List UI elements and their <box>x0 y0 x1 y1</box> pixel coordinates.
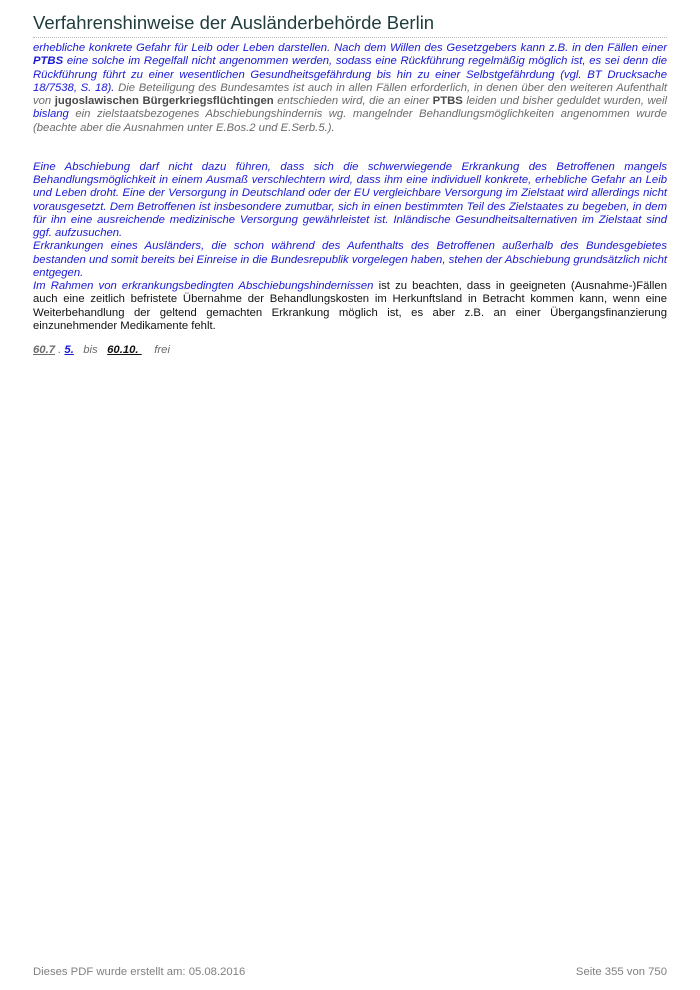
page-header-title: Verfahrenshinweise der Ausländerbehörde Berlin <box>33 12 435 33</box>
ref-status: frei <box>154 344 170 356</box>
term-ptbs: PTBS <box>432 95 463 107</box>
footer-page-number: Seite 355 von 750 <box>575 966 667 978</box>
text-span: eine solche im Regelfall nicht angenommen werden, sodass eine Rückführung regelmäßig möglich ist, es sei denn die Rückführung führt zu einer wesentlichen Gesundheitsgefährdung bis hin zu einer Selbstgefährdung (vgl. BT Drucksache 18/7538, S. 18). <box>33 55 667 94</box>
text-span: Im Rahmen von erkrankungsbedingten Abschiebungshindernissen <box>33 280 374 292</box>
text-span: leiden und bisher geduldet wurden, weil <box>462 95 667 107</box>
paragraph-gap <box>33 135 667 161</box>
inline-link-bislang[interactable]: bislang <box>33 108 69 121</box>
footer-created-date: Dieses PDF wurde erstellt am: 05.08.2016 <box>33 966 246 978</box>
paragraph-4 <box>33 280 667 333</box>
text-span: erhebliche konkrete Gefahr für Leib oder Leben darstellen. Nach dem Willen des Gesetzgebers kann z.B. in den Fällen einer <box>33 42 667 54</box>
term-buergerkriegsfluechtlinge: jugoslawischen Bürgerkriegsflüchtingen <box>54 95 274 107</box>
term-ptbs: PTBS <box>33 55 64 68</box>
ref-link-60-7[interactable]: 60.7 <box>33 344 55 356</box>
header-divider <box>33 37 667 38</box>
text-span: ein zielstaatsbezogenes Abschiebungshindernis wg. mangelnder Behandlungsmöglichkeiten angenommen wurde (beachte aber die Ausnahmen unter E.Bos.2 und E.Serb.5.). <box>33 108 667 134</box>
paragraph-1 <box>33 42 667 135</box>
ref-bis-label: bis <box>83 344 98 356</box>
paragraph-2: Eine Abschiebung darf nicht dazu führen, dass sich die schwerwiegende Erkrankung des Betroffenen mangels Behandlungsmöglichkeit in einem Ausmaß verschlechtern wird, dass ihm eine individuell konkrete, erhebliche Gefahr an Leib und Leben droht. Eine der Versorgung in Deutschland oder der EU vergleichbare Versorgung im Zielstaat wird allerdings nicht vorausgesetzt. Dem Betroffenen ist insbesondere zumutbar, sich in einen bestimmten Teil des Zielstaates zu begeben, in dem für ihn eine ausreichende medizinische Versorgung gewährleistet ist. Inländische Gesundheitsalternativen im Zielstaat sind ggf. aufzusuchen. <box>33 160 667 239</box>
document-body <box>33 42 667 333</box>
ref-separator: . <box>55 344 65 356</box>
text-span: Die Beteiligung des Bundesamtes ist auch in allen Fällen erforderlich, in denen über den weiteren Aufenthalt von <box>33 81 667 107</box>
text-span: entschieden wird, die an einer <box>273 95 433 107</box>
ref-link-5[interactable]: 5. <box>64 344 74 356</box>
section-references <box>33 343 170 357</box>
text-span: ist zu beachten, dass in geeigneten (Ausnahme-)Fällen auch eine zeitlich befristete Übernahme der Behandlungskosten im Herkunftsland in Betracht kommen kann, wenn eine Weiterbehandlung der geltend gemachten Erkrankung möglich ist, es aber z.B. an einer Übergangsfinanzierung einzunehmender Medikamente fehlt. <box>33 280 667 332</box>
paragraph-3: Erkrankungen eines Ausländers, die schon während des Aufenthalts des Betroffenen außerhalb des Bundesgebietes bestanden und somit bereits bei Einreise in die Bundesrepublik vorgelegen haben, stehen der Abschiebung grundsätzlich nicht entgegen. <box>33 240 667 279</box>
ref-link-60-10[interactable]: 60.10. <box>107 344 142 356</box>
